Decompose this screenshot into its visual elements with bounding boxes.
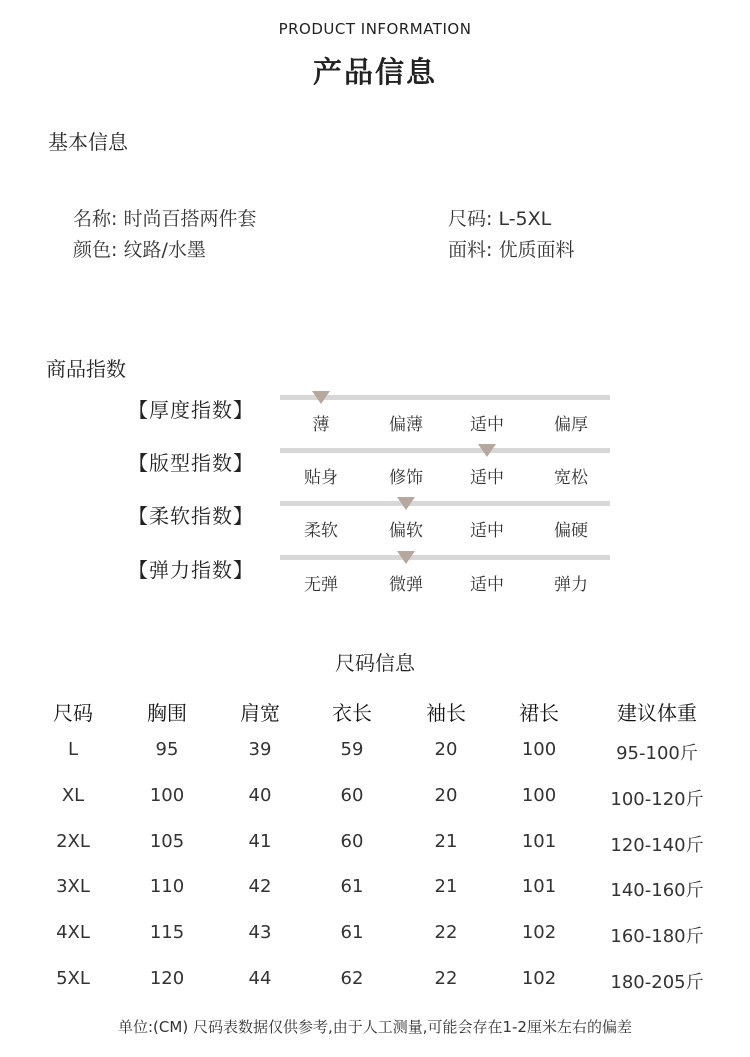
size-table-cell: 42	[248, 876, 272, 898]
size-table-cell: 2XL	[56, 830, 90, 852]
size-table-header: 裙长	[519, 701, 559, 725]
index-label: 【弹力指数】	[128, 558, 254, 582]
size-table-cell: 61	[340, 876, 364, 898]
size-table-cell: 40	[248, 784, 272, 806]
size-table-cell: 101	[521, 876, 557, 898]
size-table-cell: 22	[434, 922, 458, 944]
size-table-cell: 110	[149, 876, 185, 898]
index-level-label: 偏厚	[554, 415, 588, 435]
size-table-cell: L	[67, 739, 79, 760]
product-size-range: 尺码: L-5XL	[448, 208, 552, 230]
index-marker	[478, 444, 496, 457]
size-table-cell: 120-140斤	[610, 834, 704, 856]
index-heading: 商品指数	[46, 357, 126, 381]
size-table-cell: 180-205斤	[610, 972, 704, 993]
size-table-cell: 140-160斤	[610, 880, 704, 902]
size-table-cell: 41	[248, 830, 272, 852]
index-level-label: 适中	[470, 521, 504, 541]
index-track	[280, 448, 610, 453]
size-table-cell: 62	[340, 968, 364, 989]
size-table-cell: 5XL	[56, 968, 90, 989]
index-label: 【版型指数】	[128, 451, 254, 475]
index-level-label: 偏硬	[554, 521, 588, 541]
index-level-label: 微弹	[389, 575, 423, 595]
index-level-label: 适中	[470, 575, 504, 595]
index-label: 【柔软指数】	[128, 504, 254, 528]
footer-note: 单位:(CM) 尺码表数据仅供参考,由于人工测量,可能会存在1-2厘米左右的偏差	[118, 1018, 632, 1036]
index-level-label: 适中	[470, 468, 504, 488]
index-level-label: 贴身	[304, 468, 338, 488]
size-table-cell: 115	[149, 922, 185, 944]
size-table-cell: 39	[248, 739, 272, 760]
index-marker	[312, 391, 330, 404]
size-table-cell: 44	[248, 968, 272, 989]
size-table-cell: 105	[149, 830, 185, 852]
size-table-header: 袖长	[426, 701, 466, 725]
size-table-cell: 100	[521, 784, 557, 806]
size-table-cell: 43	[248, 922, 272, 944]
size-table-cell: 60	[340, 830, 364, 852]
size-table-cell: 4XL	[56, 922, 90, 944]
size-table-cell: 100-120斤	[610, 788, 704, 810]
size-table-cell: 20	[434, 784, 458, 806]
size-table-cell: 21	[434, 876, 458, 898]
size-table-cell: 20	[434, 739, 458, 760]
size-table-cell: 3XL	[56, 876, 90, 898]
index-level-label: 柔软	[304, 521, 338, 541]
size-table-cell: 100	[521, 739, 557, 760]
size-table-cell: 59	[340, 739, 364, 760]
size-table-header: 衣长	[332, 701, 372, 725]
index-level-label: 薄	[312, 415, 330, 435]
size-table-cell: XL	[61, 784, 85, 806]
size-table-cell: 102	[521, 922, 557, 944]
size-table-cell: 95	[155, 739, 179, 760]
size-table-heading: 尺码信息	[335, 651, 415, 675]
product-color: 颜色: 纹路/水墨	[73, 239, 206, 261]
size-table-cell: 22	[434, 968, 458, 989]
index-level-label: 无弹	[304, 575, 338, 595]
page-title: 产品信息	[312, 55, 437, 89]
size-table-header: 胸围	[147, 701, 187, 725]
size-table-cell: 102	[521, 968, 557, 989]
size-table-cell: 100	[149, 784, 185, 806]
size-table-cell: 61	[340, 922, 364, 944]
index-level-label: 弹力	[554, 575, 588, 595]
size-table-cell: 160-180斤	[610, 926, 704, 948]
header-en-title: PRODUCT INFORMATION	[278, 20, 472, 38]
size-table-cell: 120	[149, 968, 185, 989]
index-level-label: 适中	[470, 415, 504, 435]
index-label: 【厚度指数】	[128, 398, 254, 422]
basic-info-heading: 基本信息	[48, 130, 128, 154]
product-fabric: 面料: 优质面料	[448, 239, 575, 261]
size-table-header: 肩宽	[240, 701, 280, 725]
size-table-cell: 95-100斤	[616, 743, 698, 764]
index-track	[280, 555, 610, 560]
index-track	[280, 501, 610, 506]
size-table-cell: 60	[340, 784, 364, 806]
index-marker	[397, 551, 415, 564]
size-table-header: 尺码	[53, 701, 93, 725]
size-table-header: 建议体重	[617, 701, 697, 725]
index-level-label: 偏软	[389, 521, 423, 541]
size-table-cell: 101	[521, 830, 557, 852]
product-name: 名称: 时尚百搭两件套	[73, 208, 257, 230]
size-table-cell: 21	[434, 830, 458, 852]
index-level-label: 宽松	[554, 468, 588, 488]
index-level-label: 修饰	[389, 468, 423, 488]
index-level-label: 偏薄	[389, 415, 423, 435]
index-marker	[397, 497, 415, 510]
